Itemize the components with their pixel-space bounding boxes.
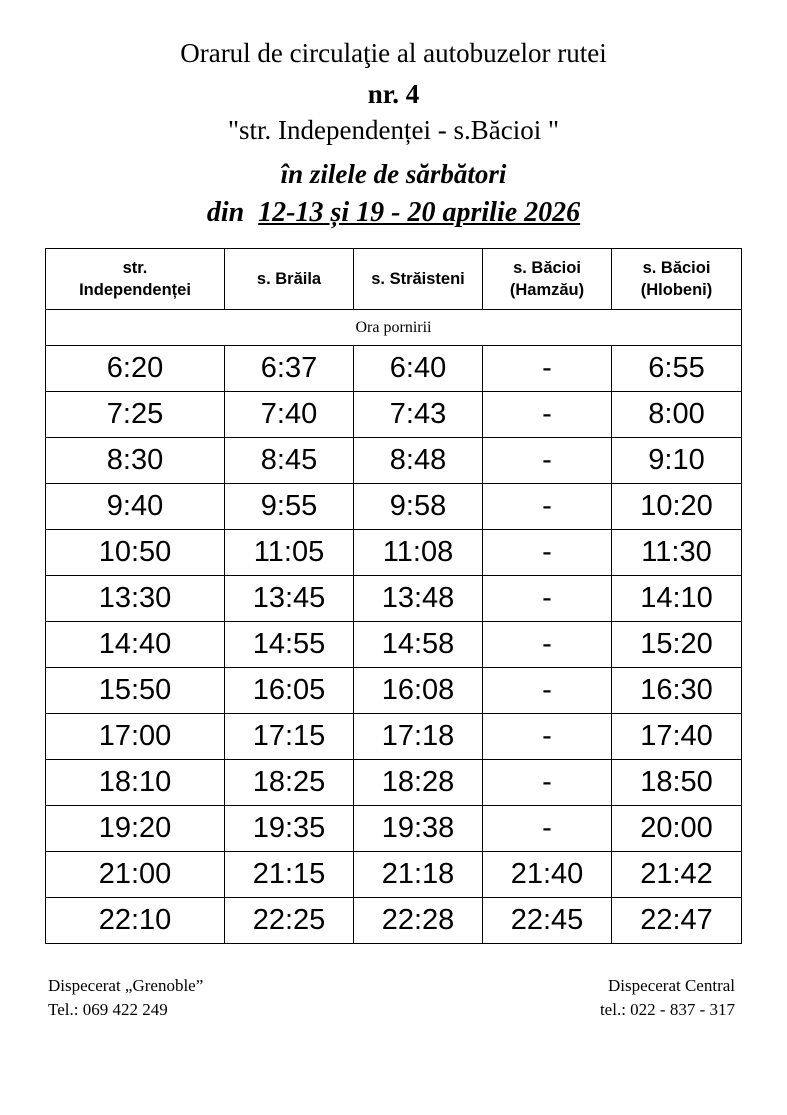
table-row xyxy=(46,622,742,668)
time-cell: 8:30 xyxy=(46,438,225,484)
subheader-row xyxy=(46,310,742,346)
time-cell: 11:08 xyxy=(354,530,483,576)
column-header xyxy=(612,249,742,310)
time-cell: 6:20 xyxy=(46,346,225,392)
table-row xyxy=(46,392,742,438)
column-header-line: Independenței xyxy=(79,281,191,299)
time-cell: 17:00 xyxy=(46,714,225,760)
column-header xyxy=(225,249,354,310)
time-cell: 7:43 xyxy=(354,392,483,438)
column-header-line: (Hlobeni) xyxy=(640,281,713,299)
column-header-line: s. Străisteni xyxy=(371,270,465,288)
time-cell: - xyxy=(483,668,612,714)
time-cell: 9:40 xyxy=(46,484,225,530)
time-cell: 21:15 xyxy=(225,852,354,898)
dispatcher-central-name: Dispecerat Central xyxy=(608,976,735,995)
time-cell: 11:05 xyxy=(225,530,354,576)
time-cell: 16:08 xyxy=(354,668,483,714)
time-cell: 8:00 xyxy=(612,392,742,438)
time-cell: 14:10 xyxy=(612,576,742,622)
time-cell: 6:40 xyxy=(354,346,483,392)
time-cell: 21:42 xyxy=(612,852,742,898)
time-cell: - xyxy=(483,346,612,392)
time-cell: 15:50 xyxy=(46,668,225,714)
column-header xyxy=(483,249,612,310)
column-header-line: str. xyxy=(122,259,148,277)
time-cell: 9:55 xyxy=(225,484,354,530)
route-number: nr. 4 xyxy=(367,79,420,109)
route-name: "str. Independenței - s.Băcioi " xyxy=(228,115,559,145)
timetable xyxy=(45,248,742,944)
date-range xyxy=(0,197,787,229)
header-row xyxy=(46,249,742,310)
dispatcher-grenoble-name: Dispecerat „Grenoble” xyxy=(48,976,204,995)
table-row xyxy=(46,898,742,944)
table-row xyxy=(46,760,742,806)
column-header-line: s. Brăila xyxy=(256,270,322,288)
time-cell: - xyxy=(483,484,612,530)
holiday-note: în zilele de sărbători xyxy=(280,159,507,189)
time-cell: - xyxy=(483,806,612,852)
time-cell: 18:25 xyxy=(225,760,354,806)
time-cell: 17:40 xyxy=(612,714,742,760)
time-cell: - xyxy=(483,576,612,622)
column-header-line: s. Băcioi xyxy=(642,259,711,277)
time-cell: 19:35 xyxy=(225,806,354,852)
time-cell: 14:40 xyxy=(46,622,225,668)
time-cell: 13:45 xyxy=(225,576,354,622)
time-cell: 17:15 xyxy=(225,714,354,760)
time-cell: 10:50 xyxy=(46,530,225,576)
time-cell: 20:00 xyxy=(612,806,742,852)
time-cell: 21:40 xyxy=(483,852,612,898)
time-cell: 7:25 xyxy=(46,392,225,438)
table-row xyxy=(46,346,742,392)
time-cell: 22:25 xyxy=(225,898,354,944)
time-cell: 16:30 xyxy=(612,668,742,714)
date-values: 12-13 și 19 - 20 aprilie 2026 xyxy=(258,197,581,228)
time-cell: - xyxy=(483,438,612,484)
time-cell: - xyxy=(483,714,612,760)
time-cell: 6:55 xyxy=(612,346,742,392)
time-cell: - xyxy=(483,530,612,576)
time-cell: 8:48 xyxy=(354,438,483,484)
time-cell: 22:10 xyxy=(46,898,225,944)
time-cell: 14:55 xyxy=(225,622,354,668)
time-cell: 19:20 xyxy=(46,806,225,852)
time-cell: 16:05 xyxy=(225,668,354,714)
date-prefix: din xyxy=(206,197,245,228)
time-cell: 14:58 xyxy=(354,622,483,668)
time-cell: 21:00 xyxy=(46,852,225,898)
departure-label: Ora pornirii xyxy=(46,310,742,346)
table-row xyxy=(46,668,742,714)
column-header xyxy=(354,249,483,310)
time-cell: - xyxy=(483,622,612,668)
time-cell: 13:30 xyxy=(46,576,225,622)
time-cell: 9:10 xyxy=(612,438,742,484)
table-row xyxy=(46,484,742,530)
time-cell: 7:40 xyxy=(225,392,354,438)
column-header-line: (Hamzău) xyxy=(509,281,585,299)
column-header xyxy=(46,249,225,310)
time-cell: 11:30 xyxy=(612,530,742,576)
time-cell: 22:45 xyxy=(483,898,612,944)
time-cell: 17:18 xyxy=(354,714,483,760)
time-cell: 21:18 xyxy=(354,852,483,898)
time-cell: 22:47 xyxy=(612,898,742,944)
time-cell: - xyxy=(483,392,612,438)
time-cell: 6:37 xyxy=(225,346,354,392)
table-row xyxy=(46,438,742,484)
schedule-title: Orarul de circulaţie al autobuzelor rutei xyxy=(180,38,607,68)
time-cell: 18:28 xyxy=(354,760,483,806)
dispatcher-central xyxy=(600,974,735,1022)
time-cell: 22:28 xyxy=(354,898,483,944)
time-cell: 15:20 xyxy=(612,622,742,668)
dispatcher-grenoble xyxy=(48,974,203,1022)
time-cell: 18:50 xyxy=(612,760,742,806)
table-row xyxy=(46,576,742,622)
time-cell: 10:20 xyxy=(612,484,742,530)
table-row xyxy=(46,806,742,852)
table-row xyxy=(46,530,742,576)
dispatcher-grenoble-phone: Tel.: 069 422 249 xyxy=(48,1000,168,1019)
column-header-line: s. Băcioi xyxy=(513,259,581,277)
time-cell: 18:10 xyxy=(46,760,225,806)
time-cell: 8:45 xyxy=(225,438,354,484)
table-row xyxy=(46,714,742,760)
time-cell: - xyxy=(483,760,612,806)
time-cell: 19:38 xyxy=(354,806,483,852)
time-cell: 13:48 xyxy=(354,576,483,622)
dispatcher-central-phone: tel.: 022 - 837 - 317 xyxy=(599,1000,735,1019)
time-cell: 9:58 xyxy=(354,484,483,530)
table-row xyxy=(46,852,742,898)
